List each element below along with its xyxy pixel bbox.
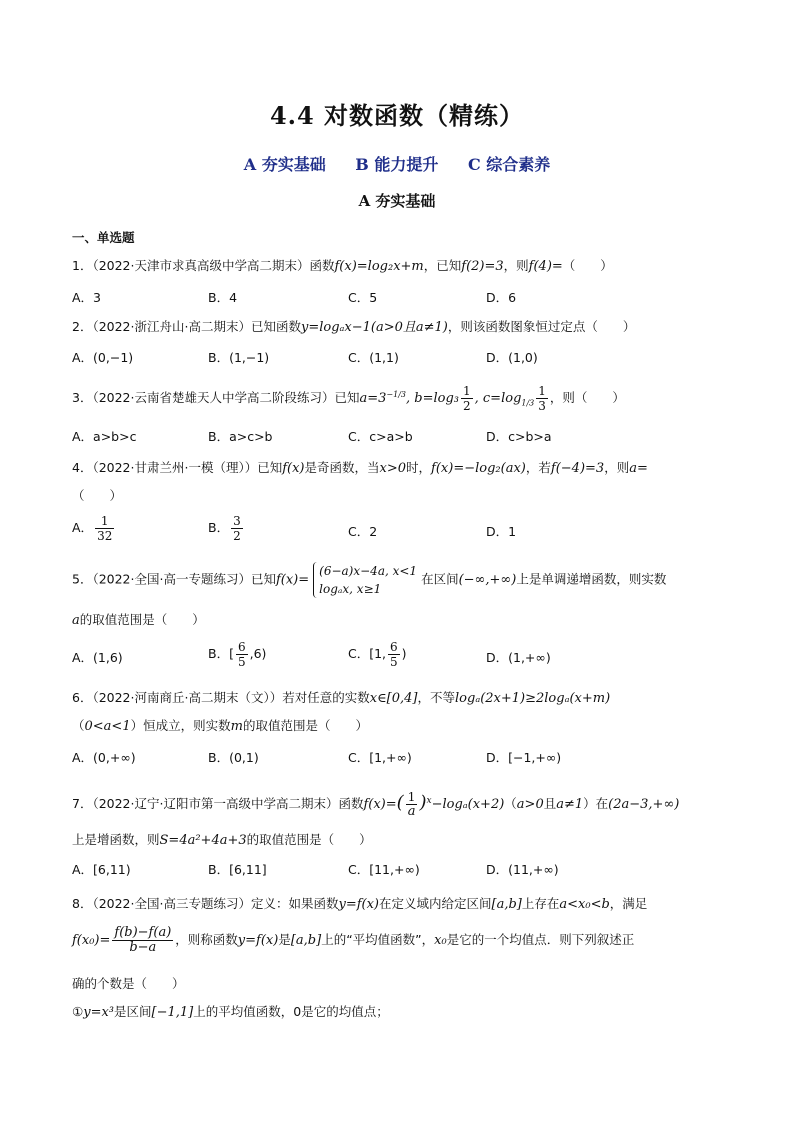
denominator: 32	[97, 529, 113, 543]
question-text: ）在	[583, 796, 609, 811]
option-d: D．c>b>a	[486, 429, 552, 444]
option-c: C．2	[348, 524, 378, 539]
statement-1	[72, 1002, 732, 1020]
option-a: A．(0,−1)	[72, 350, 134, 365]
question-7	[72, 790, 732, 819]
option-a	[72, 514, 116, 543]
paren-close: )	[419, 792, 427, 813]
question-text: 上是单调递增函数，则实数	[516, 571, 667, 587]
option-c: C．(1,1)	[348, 350, 399, 365]
fraction	[406, 790, 418, 819]
question-text: 在区间	[421, 571, 459, 587]
option-b: B．[6,11]	[208, 862, 267, 877]
numerator: 1	[95, 514, 114, 529]
question-text: 4．（2022·甘肃兰州·一模（理））已知	[72, 460, 283, 475]
option-b	[208, 640, 266, 669]
math-expr: f(x)	[282, 461, 305, 476]
option-c: C．c>a>b	[348, 429, 413, 444]
question-text: 2．（2022·浙江舟山·高二期末）已知函数	[72, 319, 301, 334]
question-text: 1．（2022·天津市求真高级中学高二期末）函数	[72, 258, 335, 273]
math-expr: f(x)=−log₂(ax)	[431, 461, 526, 476]
question-text: ，若	[525, 460, 551, 475]
fraction	[388, 640, 400, 669]
math-expr: f(x)=	[363, 797, 397, 812]
option-a: A．[6,11)	[72, 862, 131, 877]
math-subscript: 1/3	[521, 398, 535, 408]
piecewise-case: logₐx, x≥1	[319, 582, 382, 596]
question-text: ，则称函数	[175, 932, 238, 947]
section-a-label: A 夯实基础	[243, 155, 326, 174]
option-a: A．a>b>c	[72, 429, 137, 444]
question-text: （ ）	[562, 258, 613, 273]
question-text: 8．（2022·全国·高三专题练习）定义：如果函数	[72, 896, 339, 911]
option-label: B．[	[208, 646, 234, 661]
statement-marker: ①	[72, 1004, 84, 1019]
section-b-label: B 能力提升	[355, 155, 439, 174]
question-text: 的取值范围是（ ）	[242, 718, 368, 733]
option-d: D．(1,+∞)	[486, 650, 551, 665]
question-text: 上存在	[521, 896, 560, 911]
math-exponent: x	[426, 795, 432, 806]
math-expr: y=f(x)	[237, 933, 279, 948]
math-expr: y=f(x)	[338, 897, 379, 912]
question-text: 5．（2022·全国·高一专题练习）已知	[72, 571, 276, 587]
option-d: D．1	[486, 524, 517, 539]
question-text: 上是增函数，则	[72, 832, 160, 847]
math-expr: x>0	[379, 461, 407, 476]
math-expr: [−1,1]	[151, 1005, 194, 1020]
denominator: 5	[390, 655, 398, 669]
math-expr: (2a−3,+∞)	[608, 797, 680, 812]
question-text: 上的平均值函数，0是它的均值点；	[193, 1004, 389, 1019]
numerator: 1	[538, 384, 546, 398]
math-expr: f(2)=3	[461, 259, 504, 274]
option-c: C．[1,+∞)	[348, 750, 412, 765]
fraction	[461, 384, 473, 413]
question-3	[72, 384, 732, 413]
option-tail: ,6)	[249, 646, 267, 661]
question-text: 时，	[406, 460, 432, 475]
question-text: 是奇函数，当	[304, 460, 380, 475]
question-text: 上的“平均值函数”，	[321, 932, 435, 947]
question-text: （	[504, 796, 517, 811]
fraction	[231, 514, 243, 543]
option-c: C．[11,+∞)	[348, 862, 420, 877]
numerator: 1	[463, 384, 471, 398]
math-expr: f(4)=	[528, 259, 563, 274]
denominator: b−a	[129, 940, 157, 955]
option-b: B．(1,−1)	[208, 350, 270, 365]
question-text: 是它的一个均值点．则下列叙述正	[446, 932, 635, 947]
question-8	[72, 894, 732, 912]
math-expr: f(x₀)=	[72, 933, 111, 948]
option-a: A．(0,+∞)	[72, 750, 136, 765]
math-expr: −logₐ(x+2)	[431, 797, 505, 812]
question-text: 3．（2022·云南省楚雄天人中学高二阶段练习）已知	[72, 390, 360, 405]
math-expr: , c=log	[474, 391, 522, 406]
option-d: D．6	[486, 290, 517, 305]
option-d: D．(1,0)	[486, 350, 538, 365]
option-label: B．	[208, 520, 230, 535]
question-text: ，满足	[609, 896, 648, 911]
math-expr: f(x)=log₂x+m	[334, 259, 424, 274]
question-text: ）恒成立，则实数	[130, 718, 231, 733]
numerator: 3	[233, 514, 241, 528]
question-6	[72, 688, 732, 706]
math-expr: f(−4)=3	[550, 461, 605, 476]
option-d: D．[−1,+∞)	[486, 750, 562, 765]
piecewise-case: (6−a)x−4a, x<1	[319, 564, 418, 578]
math-expr: a<x₀<b	[559, 897, 610, 912]
math-expr: y=logₐx−1(a>0且a≠1)	[300, 320, 448, 335]
fraction	[112, 926, 173, 955]
option-b	[208, 514, 245, 543]
math-expr: , b=log₃	[406, 391, 459, 406]
section-c-label: C 综合素养	[467, 155, 551, 174]
question-8-cont-2: 确的个数是（ ）	[72, 976, 185, 991]
fraction	[95, 514, 114, 543]
question-text: 6．（2022·河南商丘·高二期末（文））若对任意的实数	[72, 690, 370, 705]
question-5-cont	[72, 610, 732, 628]
denominator: 2	[463, 399, 471, 413]
question-text: 是区间	[114, 1004, 152, 1019]
section-nav	[0, 152, 794, 175]
fraction	[536, 384, 548, 413]
option-c: C．5	[348, 290, 378, 305]
question-5	[72, 562, 732, 598]
question-7-cont	[72, 830, 732, 848]
question-6-cont	[72, 716, 732, 734]
math-expr: 0<a<1	[84, 719, 131, 734]
math-exponent: −1/3	[386, 389, 406, 399]
option-label: C．[1,	[348, 646, 387, 661]
math-expr: [a,b]	[491, 897, 522, 912]
option-a: A．3	[72, 290, 102, 305]
math-expr: logₐ(2x+1)≥2logₐ(x+m)	[455, 691, 611, 706]
math-expr: y=x³	[83, 1005, 114, 1020]
denominator: 5	[237, 655, 246, 669]
math-expr: x₀	[434, 933, 447, 948]
section-heading: A 夯实基础	[358, 192, 436, 210]
question-text: （	[72, 718, 85, 733]
option-b: B．a>c>b	[208, 429, 273, 444]
math-expr: a=3	[359, 391, 387, 406]
question-2	[72, 316, 732, 335]
option-label: A．	[72, 520, 94, 535]
option-tail: )	[401, 646, 407, 661]
question-8-cont	[72, 926, 732, 955]
question-text: ，则该函数图象恒过定点（ ）	[447, 319, 636, 334]
question-text: ，已知	[423, 258, 462, 273]
option-a: A．(1,6)	[72, 650, 123, 665]
numerator: 6	[237, 640, 246, 654]
question-text: 在定义域内给定区间	[379, 896, 492, 911]
option-b: B．(0,1)	[208, 750, 259, 765]
numerator: 6	[390, 640, 398, 654]
math-expr: a=	[629, 461, 648, 476]
math-expr: a>0	[516, 797, 544, 812]
numerator: 1	[406, 790, 418, 805]
math-expr: (−∞,+∞)	[458, 572, 517, 588]
question-1	[72, 256, 732, 274]
numerator: f(b)−f(a)	[114, 925, 172, 940]
option-c	[348, 640, 407, 669]
denominator: 3	[538, 399, 546, 413]
denominator: a	[407, 804, 416, 819]
fraction	[236, 640, 248, 669]
part-heading: 一、单选题	[72, 230, 135, 245]
page-title: 4.4 对数函数（精练）	[269, 101, 525, 130]
question-text: 的取值范围是（ ）	[79, 612, 205, 627]
math-expr: a	[72, 613, 80, 628]
question-text: 是	[278, 932, 291, 947]
math-expr: m	[230, 719, 243, 734]
option-d: D．(11,+∞)	[486, 862, 559, 877]
question-text: ，则	[503, 258, 529, 273]
math-expr: a≠1	[556, 797, 584, 812]
math-expr: f(x)=	[275, 572, 310, 588]
piecewise-brace	[313, 562, 417, 598]
math-expr: x∈[0,4]	[369, 691, 418, 706]
denominator: 2	[233, 529, 241, 543]
paren-open: (	[396, 792, 404, 813]
question-text: 的取值范围是（ ）	[246, 832, 372, 847]
question-4-cont: （ ）	[72, 488, 123, 503]
question-text: 且	[543, 796, 557, 811]
question-4	[72, 458, 732, 476]
math-expr: S=4a²+4a+3	[159, 833, 247, 848]
option-b: B．4	[208, 290, 238, 305]
question-text: ，则（ ）	[549, 390, 625, 405]
question-text: ，则	[604, 460, 630, 475]
question-text: 7．（2022·辽宁·辽阳市第一高级中学高二期末）函数	[72, 796, 364, 811]
question-text: ，不等	[417, 690, 456, 705]
math-expr: [a,b]	[290, 933, 322, 948]
